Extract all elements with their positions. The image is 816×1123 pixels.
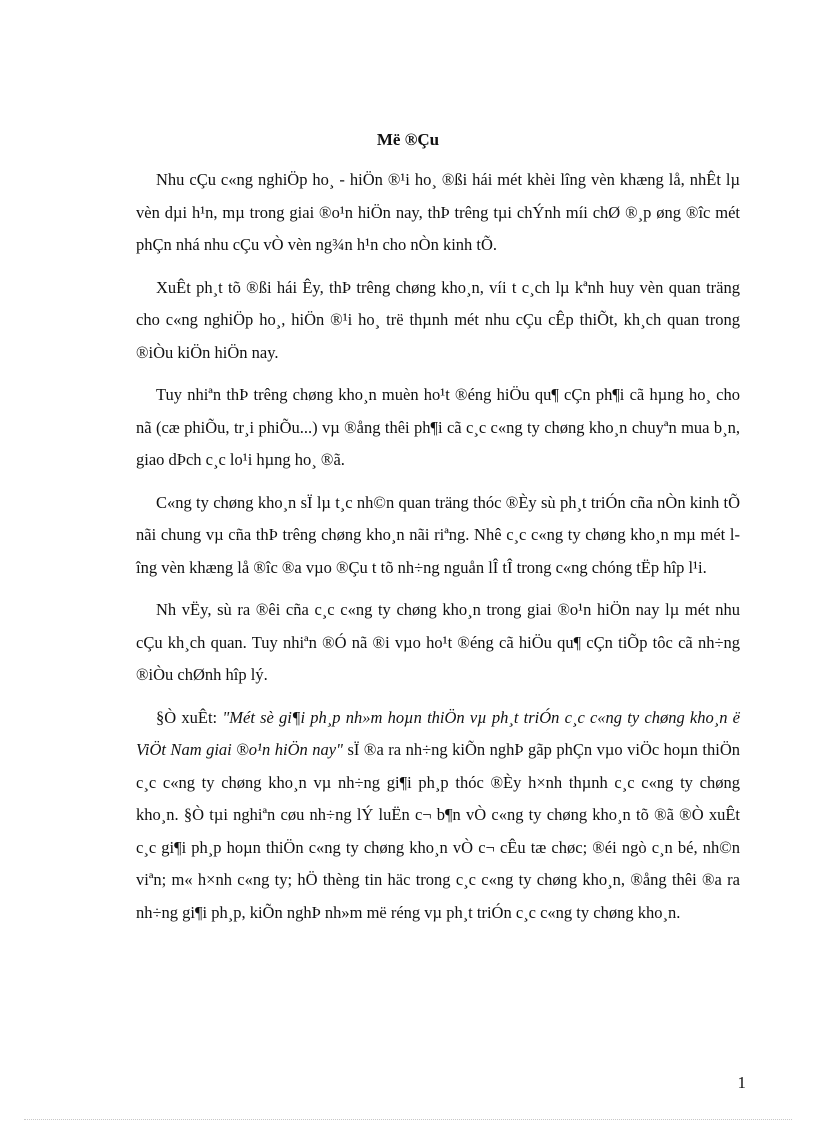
page-number: 1 [737,1073,746,1092]
proposal-lead: §Ò xuÊt: [156,707,223,727]
page-bottom-divider [24,1119,792,1120]
paragraph-6 [136,702,740,930]
paragraph-4: C«ng ty chøng kho¸n sÏ lµ t¸c nh©n quan träng thóc ®Èy sù ph¸t triÓn cña nÒn kinh tÕ nãi chung vµ cña thÞ trêng chøng kho¸n nãi riªng. Nhê c¸c c«ng ty chøng kho¸n mµ mét lîng vèn khæng lå ®îc ®a vµo ®Çu t tõ nh÷ng nguån lÎ tÎ trong c«ng chóng tËp hîp l¹i. [136,492,740,577]
paragraph-3: Tuy nhiªn thÞ trêng chøng kho¸n muèn ho¹t ®éng hiÖu qu¶ cÇn ph¶i cã hµng ho¸ cho nã (cæ phiÕu, tr¸i phiÕu...) vµ ®ång thêi ph¶i cã c¸c c«ng ty chøng kho¸n chuyªn mua b¸n, giao dÞch c¸c lo¹i hµng ho¸ ®ã. [136,385,740,469]
paragraph-2: XuÊt ph¸t tõ ®ßi hái Êy, thÞ trêng chøng kho¸n, víi t c¸ch lµ kªnh huy vèn quan träng cho c«ng nghiÖp ho¸, hiÖn ®¹i ho¸ trë thµnh mét nhu cÇu cÊp thiÕt, kh¸ch quan trong ®iÒu kiÖn hiÖn nay. [136,277,740,362]
proposal-title: "Mét sè gi¶i ph¸p nh»m hoµn thiÖn vµ ph¸t triÓn c¸c c«ng ty chøng kho¸n ë ViÖt Nam giai ®o¹n hiÖn nay" [136,707,740,759]
page-title: Më ®Çu [376,130,440,149]
paragraph-1: Nhu cÇu c«ng nghiÖp ho¸ - hiÖn ®¹i ho¸ ®ßi hái mét khèi lîng vèn khæng lå, nhÊt lµ vèn dµi h¹n, mµ trong giai ®o¹n hiÖn nay, thÞ trêng tµi chÝnh míi chØ ®¸p øng ®îc mét phÇn nhá nhu cÇu vÒ vèn ng¾n h¹n cho nÒn kinh tÕ. [136,170,740,254]
proposal-text: sÏ ®a ra nh÷ng kiÕn nghÞ gãp phÇn vµo viÖc hoµn thiÖn c¸c c«ng ty chøng kho¸n vµ nh÷ng gi¶i ph¸p thóc ®Èy h×nh thµnh c¸c c«ng ty chøng kho¸n. §Ò tµi nghiªn cøu nh÷ng lÝ luËn c¬ b¶n vÒ c«ng ty chøng kho¸n tõ ®ã ®Ò xuÊt c¸c gi¶i ph¸p hoµn thiÖn c«ng ty chøng kho¸n vÒ c¬ cÊu tæ chøc; ®éi ngò c¸n bé, nh©n viªn; m« h×nh c«ng ty; hÖ thèng tin häc trong c¸c c«ng ty chøng kho¸n, ®ång thêi ®a ra nh÷ng gi¶i ph¸p, kiÕn nghÞ nh»m më réng vµ ph¸t triÓn c¸c c«ng ty chøng kho¸n. [136,740,741,922]
paragraph-5: Nh vËy, sù ra ®êi cña c¸c c«ng ty chøng kho¸n trong giai ®o¹n hiÖn nay lµ mét nhu cÇu kh¸ch quan. Tuy nhiªn ®Ó nã ®i vµo ho¹t ®éng cã hiÖu qu¶ cÇn tiÕp tôc cã nh÷ng ®iÒu chØnh hîp lý. [136,600,740,684]
body-text [136,164,740,929]
